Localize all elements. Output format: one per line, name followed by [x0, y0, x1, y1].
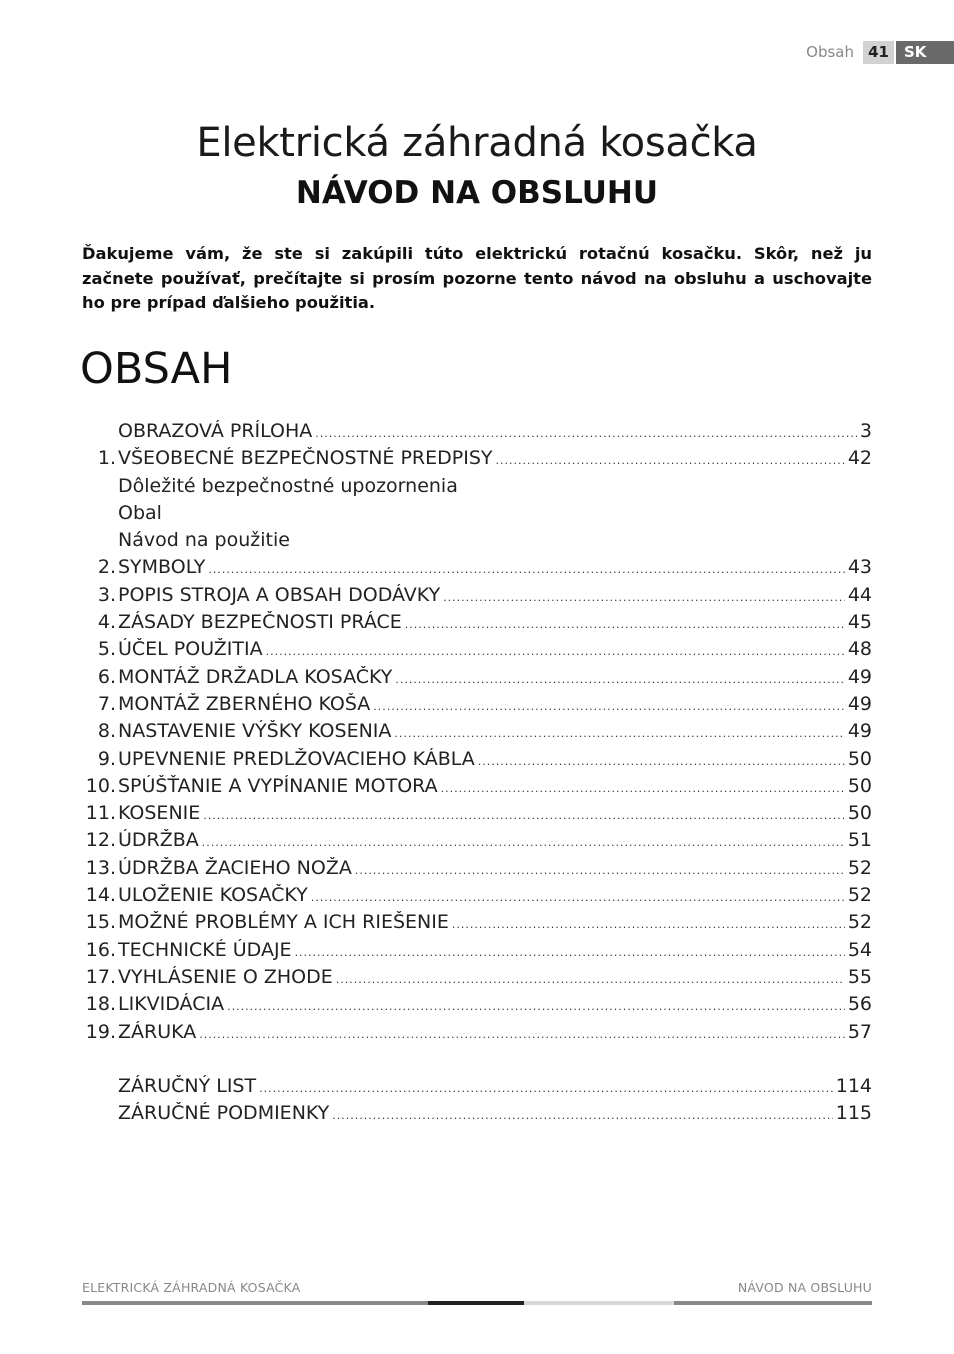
toc-entry — [82, 638, 872, 665]
toc-entry-page: 52 — [847, 856, 872, 879]
footer-bar-segment — [524, 1301, 674, 1305]
toc-entry-number: 10. — [85, 774, 116, 797]
toc-entry-title: VŠEOBECNÉ BEZPEČNOSTNÉ PREDPISY — [118, 447, 493, 470]
toc-entry-page: 115 — [835, 1102, 872, 1125]
toc-dot-leader — [199, 1028, 845, 1041]
toc-spacer — [82, 1048, 872, 1075]
toc-entry — [82, 911, 872, 938]
toc-entry-number: 13. — [85, 856, 116, 879]
toc-entry-title: SPÚŠŤANIE A VYPÍNANIE MOTORA — [118, 774, 438, 797]
toc-entry-title: UPEVNENIE PREDLŽOVACIEHO KÁBLA — [118, 747, 475, 770]
toc-entry-title: MOŽNÉ PROBLÉMY A ICH RIEŠENIE — [118, 911, 449, 934]
toc-entry — [82, 857, 872, 884]
toc-dot-leader — [394, 727, 844, 740]
toc-entry — [82, 884, 872, 911]
toc-dot-leader — [311, 891, 845, 904]
toc-heading: OBSAH — [80, 344, 233, 394]
footer-bar-segment — [82, 1301, 428, 1305]
toc-entry-number: 12. — [85, 829, 116, 852]
toc-dot-leader — [443, 591, 845, 604]
toc-entry-title: ÚDRŽBA — [118, 829, 199, 852]
toc-dot-leader — [332, 1109, 832, 1122]
toc-entry-page: 51 — [847, 829, 872, 852]
toc-dot-leader — [478, 755, 845, 768]
toc-dot-leader — [495, 454, 844, 467]
toc-entry-number: 14. — [85, 884, 116, 907]
language-tag: SK — [896, 41, 954, 64]
toc-entry — [82, 420, 872, 447]
table-of-contents — [82, 420, 872, 1129]
toc-entry — [82, 475, 872, 502]
document-subtitle: NÁVOD NA OBSLUHU — [295, 175, 659, 211]
toc-entry-title: ÚDRŽBA ŽACIEHO NOŽA — [118, 856, 352, 879]
toc-entry-page: 57 — [847, 1020, 872, 1043]
toc-entry-number: 9. — [97, 747, 116, 770]
toc-dot-leader — [208, 563, 844, 576]
toc-dot-leader — [373, 700, 845, 713]
section-label: Obsah — [806, 43, 854, 61]
toc-entry — [82, 993, 872, 1020]
toc-entry — [82, 529, 872, 556]
toc-entry-page: 50 — [847, 774, 872, 797]
toc-dot-leader — [295, 946, 845, 959]
toc-entry-number: 11. — [85, 802, 116, 825]
page-number: 41 — [863, 41, 894, 64]
toc-entry-page: 49 — [847, 720, 872, 743]
toc-entry — [82, 829, 872, 856]
toc-dot-leader — [452, 918, 845, 931]
toc-entry — [82, 502, 872, 529]
toc-entry-title: Obal — [118, 501, 162, 524]
footer-bar-segment — [674, 1301, 872, 1305]
toc-dot-leader — [266, 645, 845, 658]
toc-entry-page: 43 — [847, 556, 872, 579]
toc-entry-title: POPIS STROJA A OBSAH DODÁVKY — [118, 583, 441, 606]
toc-entry — [82, 447, 872, 474]
page-header-badge — [806, 41, 954, 64]
toc-entry-title: ZÁRUČNÉ PODMIENKY — [118, 1102, 330, 1125]
toc-entry-number: 17. — [85, 965, 116, 988]
toc-entry — [82, 693, 872, 720]
toc-entry-page: 48 — [847, 638, 872, 661]
toc-dot-leader — [315, 427, 857, 440]
toc-entry-title: ZÁRUČNÝ LIST — [118, 1074, 257, 1097]
toc-entry-page: 42 — [847, 447, 872, 470]
toc-entry-page: 3 — [859, 420, 872, 442]
toc-entry-title: NASTAVENIE VÝŠKY KOSENIA — [118, 720, 392, 743]
toc-entry-number: 5. — [97, 638, 116, 661]
toc-entry-title: ÚČEL POUŽITIA — [118, 638, 263, 661]
toc-entry-title: LIKVIDÁCIA — [118, 993, 225, 1016]
toc-entry-title: TECHNICKÉ ÚDAJE — [118, 938, 292, 961]
footer-bar — [82, 1301, 872, 1305]
toc-entry-number: 15. — [85, 911, 116, 934]
toc-entry-page: 56 — [847, 993, 872, 1016]
toc-entry-title: ZÁRUKA — [118, 1020, 197, 1043]
toc-entry — [82, 611, 872, 638]
toc-dot-leader — [355, 864, 845, 877]
toc-entry-page: 54 — [847, 938, 872, 961]
toc-entry — [82, 1102, 872, 1129]
toc-dot-leader — [202, 836, 845, 849]
toc-entry-title: VYHLÁSENIE O ZHODE — [118, 965, 333, 988]
toc-entry — [82, 666, 872, 693]
toc-entry — [82, 775, 872, 802]
toc-entry-number: 16. — [85, 938, 116, 961]
toc-entry — [82, 939, 872, 966]
toc-entry-page: 45 — [847, 611, 872, 634]
toc-entry — [82, 1021, 872, 1048]
toc-entry-title: MONTÁŽ DRŽADLA KOSAČKY — [118, 665, 393, 688]
toc-entry-number: 1. — [97, 447, 116, 470]
toc-dot-leader — [203, 809, 845, 822]
toc-entry-page: 52 — [847, 911, 872, 934]
toc-entry-number: 7. — [97, 692, 116, 715]
toc-entry-title: Dôležité bezpečnostné upozornenia — [118, 474, 458, 497]
toc-dot-leader — [259, 1082, 833, 1095]
toc-entry-number: 19. — [85, 1020, 116, 1043]
toc-entry — [82, 966, 872, 993]
toc-entry-title: SYMBOLY — [118, 556, 206, 579]
toc-entry-page: 50 — [847, 802, 872, 825]
toc-entry-page: 44 — [847, 583, 872, 606]
toc-entry-page: 49 — [847, 665, 872, 688]
toc-dot-leader — [395, 673, 844, 686]
toc-entry-page: 50 — [847, 747, 872, 770]
toc-entry-title: ZÁSADY BEZPEČNOSTI PRÁCE — [118, 611, 402, 634]
toc-entry — [82, 556, 872, 583]
toc-entry-number: 3. — [97, 583, 116, 606]
toc-entry-title: MONTÁŽ ZBERNÉHO KOŠA — [118, 692, 371, 715]
toc-dot-leader — [227, 1000, 845, 1013]
toc-entry-title: OBRAZOVÁ PRÍLOHA — [118, 420, 313, 442]
toc-entry-title: Návod na použitie — [118, 529, 290, 552]
toc-dot-leader — [336, 973, 845, 986]
toc-entry — [82, 1075, 872, 1102]
toc-entry-page: 55 — [847, 965, 872, 988]
toc-entry — [82, 584, 872, 611]
toc-entry-number: 18. — [85, 993, 116, 1016]
toc-entry-number: 8. — [97, 720, 116, 743]
footer-bar-segment — [428, 1301, 524, 1305]
footer-product-name: ELEKTRICKÁ ZÁHRADNÁ KOSAČKA — [82, 1280, 301, 1295]
toc-entry — [82, 748, 872, 775]
toc-dot-leader — [405, 618, 845, 631]
toc-entry-title: KOSENIE — [118, 802, 201, 825]
toc-entry-number: 2. — [97, 556, 116, 579]
intro-paragraph: Ďakujeme vám, že ste si zakúpili túto elektrickú rotačnú kosačku. Skôr, než ju začnete používať, prečítajte si prosím pozorne tento návod na obsluhu a uschovajte ho pre prípad ďalšieho použitia. — [82, 244, 872, 312]
toc-entry-title: ULOŽENIE KOSAČKY — [118, 884, 308, 907]
toc-entry-page: 49 — [847, 692, 872, 715]
footer-manual-name: NÁVOD NA OBSLUHU — [737, 1280, 872, 1295]
document-title: Elektrická záhradná kosačka — [196, 120, 758, 166]
toc-entry — [82, 802, 872, 829]
toc-entry-page: 52 — [847, 884, 872, 907]
toc-entry — [82, 720, 872, 747]
toc-entry-page: 114 — [835, 1074, 872, 1097]
toc-entry-number: 4. — [97, 611, 116, 634]
toc-dot-leader — [441, 782, 845, 795]
toc-entry-number: 6. — [97, 665, 116, 688]
